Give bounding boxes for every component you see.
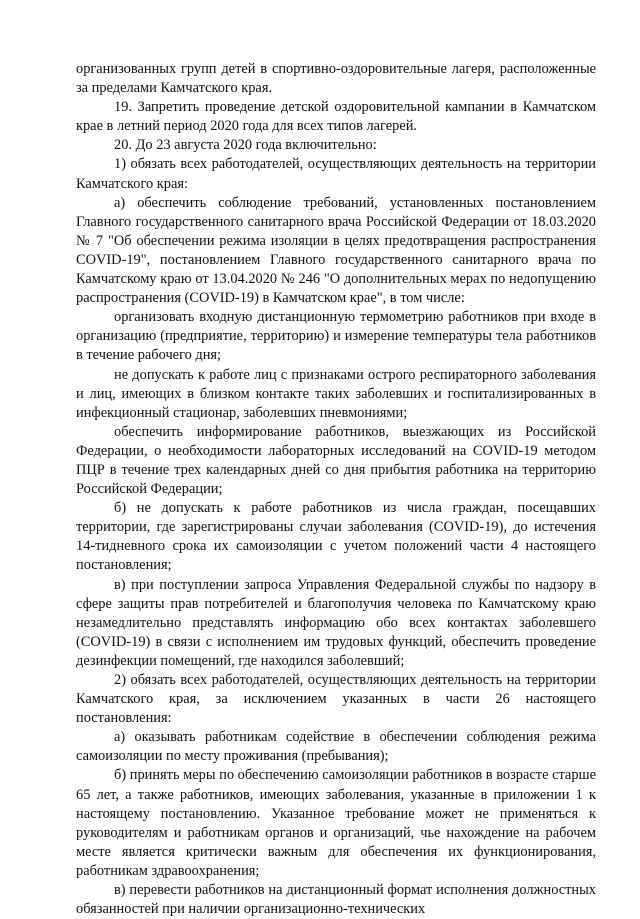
paragraph: б) не допускать к работе работников из числа граждан, посещавших территории, где зарегистрированы случаи заболевания (COVID-19), до истечения 14-тидневного срока их самоизоляции с учетом положений части 4 настоящего постановления;: [76, 500, 596, 574]
document-page: [76, 60, 596, 919]
paragraph: 20. До 23 августа 2020 года включительно:: [114, 137, 377, 154]
paragraph: 2) обязать всех работодателей, осуществляющих деятельность на территории Камчатского края, за исключением указанных в части 26 настоящего постановления:: [76, 672, 596, 727]
paragraph: б) принять меры по обеспечению самоизоляции работников в возрасте старше 65 лет, а также работников, имеющих заболевания, указанные в приложении 1 к настоящему постановлению. Указанное требование может не применяться к руководителям и работникам органов и организаций, чье нахождение на рабочем месте является критически важным для обеспечения их функционирования, работникам здравоохранения;: [76, 767, 596, 879]
paragraph: а) обеспечить соблюдение требований, установленных постановлением Главного государственного санитарного врача Российской Федерации от 18.03.2020 № 7 "Об обеспечении режима изоляции в целях предотвращения распространения COVID-19", постановлением Главного государственного санитарного врача по Камчатскому краю от 13.04.2020 № 246 "О дополнительных мерах по недопущению распространения (COVID-19) в Камчатском крае", в том числе:: [76, 194, 596, 307]
paragraph: обеспечить информирование работников, выезжающих из Российской Федерации, о необходимости лабораторных исследований на COVID-19 методом ПЦР в течение трех календарных дней со дня прибытия работника на территорию Российской Федерации;: [76, 423, 596, 498]
paragraph: 1) обязать всех работодателей, осуществляющих деятельность на территории Камчатского края:: [76, 156, 596, 192]
paragraph: организованных групп детей в спортивно-оздоровительные лагеря, расположенные за пределами Камчатского края.: [76, 61, 596, 97]
paragraph: организовать входную дистанционную термометрию работников при входе в организацию (предприятие, территорию) и измерение температуры тела работников в течение рабочего дня;: [76, 309, 596, 364]
paragraph: в) перевести работников на дистанционный формат исполнения должностных обязанностей при наличии организационно-технических: [76, 882, 596, 918]
paragraph: 19. Запретить проведение детской оздоровительной кампании в Камчатском крае в летний период 2020 года для всех типов лагерей.: [76, 99, 596, 135]
paragraph: не допускать к работе лиц с признаками острого респираторного заболевания и лиц, имеющих в близком контакте таких заболевших и госпитализированных в инфекционный стационар, заболевших пневмониями;: [76, 366, 596, 421]
paragraph: а) оказывать работникам содействие в обеспечении соблюдения режима самоизоляции по месту проживания (пребывания);: [76, 729, 596, 765]
paragraph: в) при поступлении запроса Управления Федеральной службы по надзору в сфере защиты прав потребителей и благополучия человека по Камчатскому краю незамедлительно представлять информацию обо всех контактах заболевшего (COVID-19) в связи с исполнением им трудовых функций, обеспечить проведение дезинфекции помещений, где находился заболевший;: [76, 576, 596, 669]
